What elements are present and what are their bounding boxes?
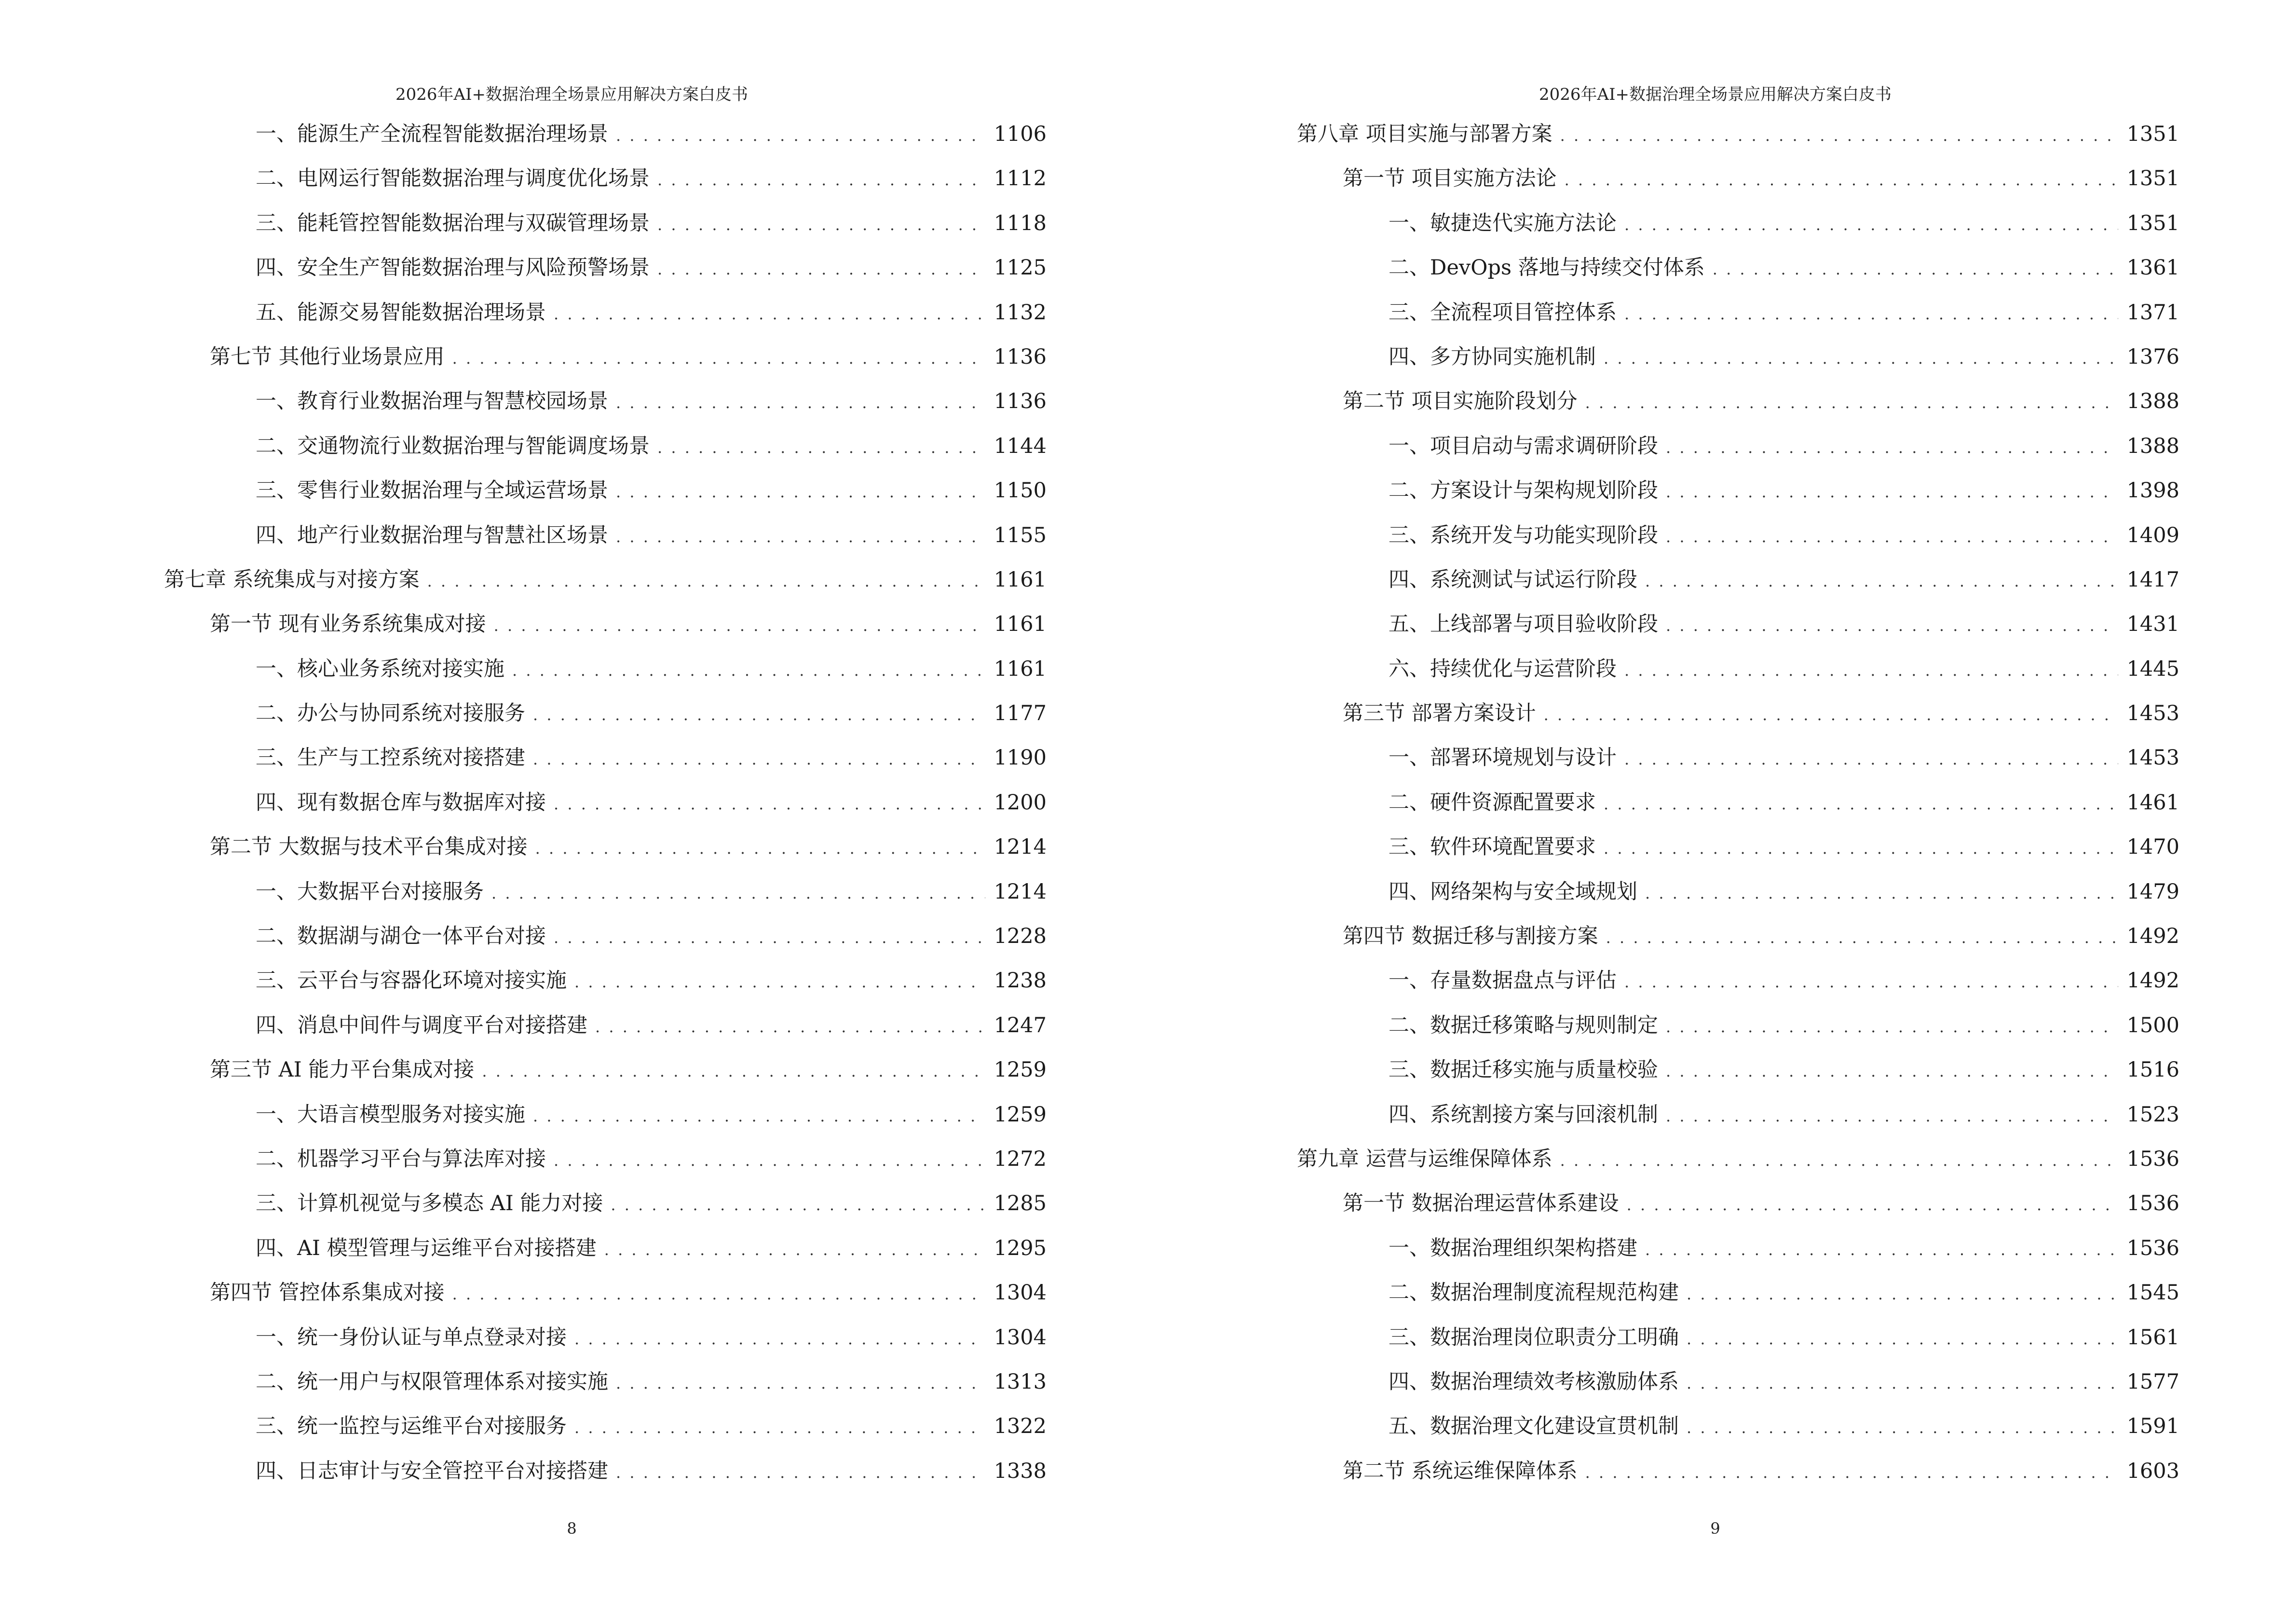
toc-subsection-entry[interactable]	[1297, 468, 2179, 513]
toc-entry-title: 四、多方协同实施机制	[1389, 344, 1596, 369]
toc-subsection-entry[interactable]	[164, 870, 1047, 914]
toc-subsection-entry[interactable]	[164, 958, 1047, 1003]
toc-subsection-entry[interactable]	[1297, 558, 2179, 602]
toc-dot-leader	[1624, 960, 2118, 1004]
table-of-contents	[164, 112, 1047, 1493]
toc-entry-title: 二、数据迁移策略与规则制定	[1389, 1013, 1658, 1037]
toc-dot-leader	[1544, 693, 2118, 737]
toc-entry-title: 四、AI 模型管理与运维平台对接搭建	[256, 1236, 597, 1260]
toc-entry-title: 四、网络架构与安全域规划	[1389, 879, 1637, 904]
toc-dot-leader	[657, 203, 985, 247]
toc-subsection-entry[interactable]	[1297, 424, 2179, 468]
toc-subsection-entry[interactable]	[164, 1404, 1047, 1448]
toc-dot-leader	[1666, 1005, 2118, 1049]
toc-section-entry[interactable]	[1297, 691, 2179, 736]
toc-dot-leader	[1666, 1094, 2118, 1138]
toc-subsection-entry[interactable]	[164, 736, 1047, 780]
toc-entry-title: 第二节 大数据与技术平台集成对接	[210, 835, 528, 860]
toc-entry-title: 四、现有数据仓库与数据库对接	[256, 790, 546, 815]
toc-dot-leader	[657, 158, 985, 202]
toc-entry-page-number: 1118	[994, 211, 1047, 235]
toc-subsection-entry[interactable]	[1297, 1226, 2179, 1270]
toc-entry-page-number: 1351	[2126, 122, 2179, 146]
toc-dot-leader	[1585, 1450, 2118, 1495]
page-number: 9	[1710, 1519, 1720, 1538]
toc-dot-leader	[616, 470, 985, 514]
toc-subsection-entry[interactable]	[1297, 246, 2179, 290]
toc-entry-page-number: 1259	[994, 1102, 1047, 1127]
toc-subsection-entry[interactable]	[1297, 1003, 2179, 1048]
toc-entry-page-number: 1247	[994, 1013, 1047, 1037]
toc-entry-title: 二、电网运行智能数据治理与调度优化场景	[256, 166, 650, 191]
toc-entry-title: 一、部署环境规划与设计	[1389, 746, 1617, 770]
toc-section-entry[interactable]	[164, 602, 1047, 646]
toc-subsection-entry[interactable]	[1297, 1315, 2179, 1360]
toc-section-entry[interactable]	[164, 825, 1047, 869]
toc-entry-title: 第七节 其他行业场景应用	[210, 344, 445, 369]
toc-entry-page-number: 1228	[994, 924, 1047, 949]
toc-entry-title: 一、大数据平台对接服务	[256, 879, 484, 904]
toc-dot-leader	[1624, 292, 2118, 336]
toc-subsection-entry[interactable]	[164, 468, 1047, 513]
toc-dot-leader	[574, 1406, 985, 1450]
toc-subsection-entry[interactable]	[164, 1092, 1047, 1137]
toc-entry-title: 第四节 数据迁移与割接方案	[1343, 924, 1598, 949]
toc-dot-leader	[616, 381, 985, 425]
toc-entry-page-number: 1431	[2126, 612, 2179, 637]
toc-entry-title: 三、云平台与容器化环境对接实施	[256, 969, 567, 993]
toc-subsection-entry[interactable]	[164, 513, 1047, 558]
toc-entry-title: 第三节 部署方案设计	[1343, 701, 1536, 726]
toc-dot-leader	[533, 737, 985, 781]
toc-dot-leader	[1565, 158, 2118, 202]
toc-entry-title: 第一节 现有业务系统集成对接	[210, 612, 486, 637]
toc-entry-title: 一、大语言模型服务对接实施	[256, 1102, 525, 1127]
toc-section-entry[interactable]	[164, 1048, 1047, 1092]
toc-entry-page-number: 1155	[994, 523, 1047, 547]
toc-entry-title: 一、数据治理组织架构搭建	[1389, 1236, 1637, 1260]
toc-subsection-entry[interactable]	[1297, 602, 2179, 646]
toc-entry-page-number: 1322	[994, 1414, 1047, 1439]
toc-entry-page-number: 1351	[2126, 166, 2179, 191]
toc-subsection-entry[interactable]	[164, 780, 1047, 825]
toc-dot-leader	[482, 1049, 985, 1093]
toc-entry-page-number: 1161	[994, 656, 1047, 681]
toc-entry-title: 三、全流程项目管控体系	[1389, 300, 1617, 325]
toc-entry-page-number: 1516	[2126, 1058, 2179, 1082]
toc-entry-page-number: 1136	[994, 344, 1047, 369]
toc-entry-title: 第七章 系统集成与对接方案	[164, 567, 420, 592]
toc-entry-page-number: 1214	[994, 879, 1047, 904]
toc-subsection-entry[interactable]	[164, 112, 1047, 156]
toc-entry-title: 四、系统测试与试运行阶段	[1389, 567, 1637, 592]
toc-subsection-entry[interactable]	[1297, 1092, 2179, 1137]
toc-chapter-entry[interactable]	[1297, 1137, 2179, 1181]
table-of-contents	[1297, 112, 2179, 1493]
toc-subsection-entry[interactable]	[1297, 780, 2179, 825]
toc-subsection-entry[interactable]	[1297, 1360, 2179, 1404]
toc-entry-title: 二、DevOps 落地与持续交付体系	[1389, 256, 1705, 280]
toc-entry-title: 二、数据治理制度流程规范构建	[1389, 1281, 1679, 1305]
toc-entry-page-number: 1150	[994, 478, 1047, 503]
toc-dot-leader	[1560, 113, 2118, 158]
toc-subsection-entry[interactable]	[164, 246, 1047, 290]
toc-subsection-entry[interactable]	[164, 201, 1047, 246]
toc-dot-leader	[574, 960, 985, 1004]
toc-subsection-entry[interactable]	[164, 290, 1047, 335]
toc-subsection-entry[interactable]	[164, 914, 1047, 958]
toc-subsection-entry[interactable]	[164, 1137, 1047, 1181]
toc-entry-title: 二、数据湖与湖仓一体平台对接	[256, 924, 546, 949]
toc-entry-page-number: 1523	[2126, 1102, 2179, 1127]
toc-entry-title: 一、项目启动与需求调研阶段	[1389, 434, 1658, 458]
toc-dot-leader	[554, 782, 985, 826]
toc-entry-page-number: 1388	[2126, 434, 2179, 458]
toc-dot-leader	[1604, 336, 2118, 381]
toc-subsection-entry[interactable]	[1297, 1048, 2179, 1092]
toc-entry-page-number: 1272	[994, 1146, 1047, 1171]
toc-entry-page-number: 1136	[994, 389, 1047, 414]
page-header: 2026年AI+数据治理全场景应用解决方案白皮书	[1539, 85, 1892, 104]
toc-entry-title: 五、能源交易智能数据治理场景	[256, 300, 546, 325]
toc-dot-leader	[1645, 559, 2118, 603]
toc-subsection-entry[interactable]	[1297, 335, 2179, 379]
toc-dot-leader	[491, 871, 985, 915]
toc-entry-title: 五、上线部署与项目验收阶段	[1389, 612, 1658, 637]
page-header: 2026年AI+数据治理全场景应用解决方案白皮书	[395, 85, 748, 104]
toc-dot-leader	[657, 425, 985, 470]
toc-dot-leader	[535, 826, 985, 871]
toc-dot-leader	[1687, 1361, 2118, 1406]
toc-entry-title: 三、数据治理岗位职责分工明确	[1389, 1325, 1679, 1350]
toc-entry-page-number: 1125	[994, 256, 1047, 280]
toc-subsection-entry[interactable]	[164, 1315, 1047, 1360]
toc-dot-leader	[616, 1450, 985, 1495]
toc-entry-title: 二、硬件资源配置要求	[1389, 790, 1596, 815]
toc-entry-title: 第二节 项目实施阶段划分	[1343, 389, 1578, 414]
toc-entry-title: 二、交通物流行业数据治理与智能调度场景	[256, 434, 650, 458]
toc-dot-leader	[1604, 826, 2118, 871]
toc-dot-leader	[427, 559, 985, 603]
toc-entry-page-number: 1285	[994, 1191, 1047, 1216]
toc-dot-leader	[554, 292, 985, 336]
toc-entry-page-number: 1536	[2126, 1236, 2179, 1260]
toc-subsection-entry[interactable]	[164, 156, 1047, 201]
toc-dot-leader	[554, 915, 985, 960]
toc-entry-page-number: 1536	[2126, 1146, 2179, 1171]
toc-entry-page-number: 1561	[2126, 1325, 2179, 1350]
toc-entry-page-number: 1259	[994, 1058, 1047, 1082]
toc-entry-page-number: 1461	[2126, 790, 2179, 815]
toc-entry-title: 第一节 数据治理运营体系建设	[1343, 1191, 1619, 1216]
toc-entry-title: 四、安全生产智能数据治理与风险预警场景	[256, 256, 650, 280]
toc-entry-page-number: 1445	[2126, 656, 2179, 681]
toc-dot-leader	[595, 1005, 985, 1049]
toc-dot-leader	[616, 113, 985, 158]
toc-subsection-entry[interactable]	[1297, 958, 2179, 1003]
toc-section-entry[interactable]	[1297, 1181, 2179, 1226]
toc-entry-page-number: 1492	[2126, 924, 2179, 949]
toc-dot-leader	[1606, 915, 2118, 960]
toc-entry-page-number: 1361	[2126, 256, 2179, 280]
toc-dot-leader	[1687, 1317, 2118, 1361]
toc-entry-page-number: 1409	[2126, 523, 2179, 547]
toc-dot-leader	[1666, 603, 2118, 648]
toc-entry-page-number: 1200	[994, 790, 1047, 815]
toc-dot-leader	[1666, 470, 2118, 514]
toc-dot-leader	[533, 1094, 985, 1138]
toc-dot-leader	[611, 1183, 985, 1227]
toc-dot-leader	[1666, 1049, 2118, 1093]
toc-entry-page-number: 1492	[2126, 969, 2179, 993]
toc-dot-leader	[1624, 648, 2118, 693]
toc-entry-page-number: 1295	[994, 1236, 1047, 1260]
toc-entry-title: 第九章 运营与运维保障体系	[1297, 1146, 1552, 1171]
toc-section-entry[interactable]	[1297, 914, 2179, 958]
toc-entry-page-number: 1453	[2126, 746, 2179, 770]
toc-dot-leader	[1645, 1228, 2118, 1272]
toc-subsection-entry[interactable]	[164, 691, 1047, 736]
toc-entry-page-number: 1304	[994, 1281, 1047, 1305]
toc-entry-title: 一、核心业务系统对接实施	[256, 656, 504, 681]
toc-subsection-entry[interactable]	[1297, 825, 2179, 869]
toc-entry-page-number: 1500	[2126, 1013, 2179, 1037]
toc-entry-title: 四、数据治理绩效考核激励体系	[1389, 1369, 1679, 1394]
toc-entry-title: 一、统一身份认证与单点登录对接	[256, 1325, 567, 1350]
toc-subsection-entry[interactable]	[1297, 736, 2179, 780]
toc-entry-page-number: 1238	[994, 969, 1047, 993]
toc-entry-title: 一、敏捷迭代实施方法论	[1389, 211, 1617, 235]
toc-dot-leader	[512, 648, 985, 693]
toc-entry-title: 三、系统开发与功能实现阶段	[1389, 523, 1658, 547]
toc-chapter-entry[interactable]	[1297, 112, 2179, 156]
toc-entry-title: 二、方案设计与架构规划阶段	[1389, 478, 1658, 503]
toc-subsection-entry[interactable]	[164, 1449, 1047, 1493]
toc-entry-page-number: 1112	[994, 166, 1047, 191]
toc-dot-leader	[1585, 381, 2118, 425]
toc-dot-leader	[1624, 203, 2118, 247]
toc-dot-leader	[1560, 1138, 2118, 1183]
toc-dot-leader	[574, 1317, 985, 1361]
toc-subsection-entry[interactable]	[1297, 201, 2179, 246]
toc-dot-leader	[554, 1138, 985, 1183]
toc-section-entry[interactable]	[164, 335, 1047, 379]
toc-dot-leader	[657, 247, 985, 291]
toc-entry-page-number: 1376	[2126, 344, 2179, 369]
toc-entry-title: 四、地产行业数据治理与智慧社区场景	[256, 523, 608, 547]
toc-entry-page-number: 1106	[994, 122, 1047, 146]
toc-entry-title: 三、计算机视觉与多模态 AI 能力对接	[256, 1191, 603, 1216]
toc-entry-page-number: 1132	[994, 300, 1047, 325]
toc-entry-page-number: 1398	[2126, 478, 2179, 503]
toc-subsection-entry[interactable]	[164, 1360, 1047, 1404]
toc-entry-page-number: 1453	[2126, 701, 2179, 726]
toc-dot-leader	[1666, 515, 2118, 559]
toc-entry-page-number: 1603	[2126, 1459, 2179, 1483]
toc-entry-title: 二、机器学习平台与算法库对接	[256, 1146, 546, 1171]
toc-entry-page-number: 1577	[2126, 1369, 2179, 1394]
toc-section-entry[interactable]	[1297, 1449, 2179, 1493]
toc-section-entry[interactable]	[164, 1270, 1047, 1315]
toc-subsection-entry[interactable]	[1297, 647, 2179, 691]
toc-entry-title: 四、系统割接方案与回滚机制	[1389, 1102, 1658, 1127]
toc-dot-leader	[1645, 871, 2118, 915]
toc-entry-page-number: 1536	[2126, 1191, 2179, 1216]
toc-entry-page-number: 1470	[2126, 835, 2179, 860]
toc-entry-page-number: 1351	[2126, 211, 2179, 235]
toc-subsection-entry[interactable]	[1297, 513, 2179, 558]
toc-entry-title: 三、能耗管控智能数据治理与双碳管理场景	[256, 211, 650, 235]
toc-entry-page-number: 1388	[2126, 389, 2179, 414]
toc-subsection-entry[interactable]	[1297, 1404, 2179, 1448]
toc-dot-leader	[1687, 1406, 2118, 1450]
toc-entry-title: 五、数据治理文化建设宣贯机制	[1389, 1414, 1679, 1439]
toc-entry-title: 一、存量数据盘点与评估	[1389, 969, 1617, 993]
toc-entry-title: 一、教育行业数据治理与智慧校园场景	[256, 389, 608, 414]
toc-entry-page-number: 1371	[2126, 300, 2179, 325]
toc-entry-page-number: 1417	[2126, 567, 2179, 592]
toc-dot-leader	[604, 1228, 985, 1272]
toc-subsection-entry[interactable]	[1297, 870, 2179, 914]
toc-entry-title: 四、消息中间件与调度平台对接搭建	[256, 1013, 587, 1037]
page-number: 8	[567, 1519, 577, 1538]
toc-entry-title: 第二节 系统运维保障体系	[1343, 1459, 1578, 1483]
toc-entry-page-number: 1161	[994, 612, 1047, 637]
toc-entry-title: 三、软件环境配置要求	[1389, 835, 1596, 860]
right-page	[1144, 0, 2287, 1624]
toc-subsection-entry[interactable]	[164, 424, 1047, 468]
toc-entry-title: 第一节 项目实施方法论	[1343, 166, 1557, 191]
toc-entry-page-number: 1338	[994, 1459, 1047, 1483]
toc-dot-leader	[1627, 1183, 2118, 1227]
toc-section-entry[interactable]	[1297, 156, 2179, 201]
toc-entry-title: 二、办公与协同系统对接服务	[256, 701, 525, 726]
toc-entry-page-number: 1161	[994, 567, 1047, 592]
toc-subsection-entry[interactable]	[164, 379, 1047, 423]
toc-entry-title: 三、统一监控与运维平台对接服务	[256, 1414, 567, 1439]
toc-entry-title: 三、零售行业数据治理与全域运营场景	[256, 478, 608, 503]
toc-subsection-entry[interactable]	[164, 1003, 1047, 1048]
toc-dot-leader	[1666, 425, 2118, 470]
toc-entry-title: 第三节 AI 能力平台集成对接	[210, 1058, 475, 1082]
toc-entry-page-number: 1304	[994, 1325, 1047, 1350]
toc-entry-page-number: 1545	[2126, 1281, 2179, 1305]
toc-entry-title: 第四节 管控体系集成对接	[210, 1281, 445, 1305]
toc-dot-leader	[1687, 1272, 2118, 1316]
toc-entry-title: 四、日志审计与安全管控平台对接搭建	[256, 1459, 608, 1483]
toc-entry-page-number: 1479	[2126, 879, 2179, 904]
toc-subsection-entry[interactable]	[1297, 290, 2179, 335]
toc-dot-leader	[452, 1272, 985, 1316]
toc-entry-title: 六、持续优化与运营阶段	[1389, 656, 1617, 681]
toc-subsection-entry[interactable]	[164, 647, 1047, 691]
toc-entry-page-number: 1214	[994, 835, 1047, 860]
toc-dot-leader	[616, 515, 985, 559]
toc-chapter-entry[interactable]	[164, 558, 1047, 602]
toc-subsection-entry[interactable]	[1297, 1270, 2179, 1315]
toc-entry-page-number: 1177	[994, 701, 1047, 726]
toc-dot-leader	[616, 1361, 985, 1406]
toc-section-entry[interactable]	[1297, 379, 2179, 423]
toc-entry-title: 三、生产与工控系统对接搭建	[256, 746, 525, 770]
toc-dot-leader	[452, 336, 985, 381]
toc-entry-title: 二、统一用户与权限管理体系对接实施	[256, 1369, 608, 1394]
toc-entry-page-number: 1190	[994, 746, 1047, 770]
toc-entry-page-number: 1313	[994, 1369, 1047, 1394]
toc-entry-page-number: 1144	[994, 434, 1047, 458]
toc-dot-leader	[494, 603, 985, 648]
toc-entry-title: 一、能源生产全流程智能数据治理场景	[256, 122, 608, 146]
toc-dot-leader	[1624, 737, 2118, 781]
toc-dot-leader	[1713, 247, 2118, 291]
toc-dot-leader	[533, 693, 985, 737]
toc-entry-title: 三、数据迁移实施与质量校验	[1389, 1058, 1658, 1082]
toc-subsection-entry[interactable]	[164, 1226, 1047, 1270]
toc-entry-title: 第八章 项目实施与部署方案	[1297, 122, 1552, 146]
toc-entry-page-number: 1591	[2126, 1414, 2179, 1439]
toc-dot-leader	[1604, 782, 2118, 826]
toc-subsection-entry[interactable]	[164, 1181, 1047, 1226]
